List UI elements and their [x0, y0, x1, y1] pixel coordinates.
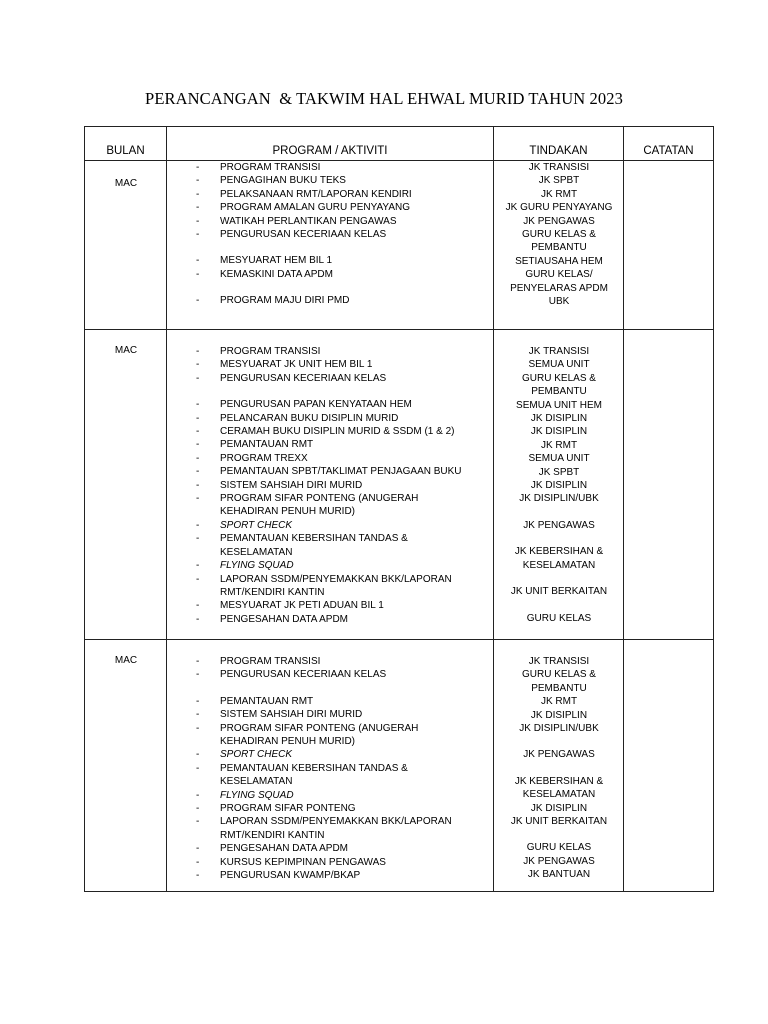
tindakan-item: JK DISIPLIN [530, 426, 588, 438]
header-tindakan: TINDAKAN [529, 145, 588, 157]
header-bulan: BULAN [106, 145, 145, 157]
tindakan-list [493, 655, 625, 882]
program-item [189, 228, 479, 241]
dash-bullet-icon: - [196, 573, 200, 585]
program-item [189, 479, 479, 492]
tindakan-item: JK PENGAWAS [523, 749, 595, 761]
tindakan-item: UBK [548, 296, 570, 308]
program-text: PEMANTAUAN KEBERSIHAN TANDAS & KESELAMATAN [220, 533, 408, 558]
row-divider [85, 639, 713, 640]
dash-bullet-icon: - [196, 215, 200, 227]
program-text: PENGURUSAN PAPAN KENYATAAN HEM [220, 399, 412, 411]
dash-bullet-icon: - [196, 533, 200, 545]
program-text: PENGURUSAN KECERIAAN KELAS [220, 669, 387, 681]
tindakan-item: JK UNIT BERKAITAN [510, 586, 608, 598]
tindakan-item: JK UNIT BERKAITAN [510, 816, 608, 828]
program-item [189, 412, 479, 425]
dash-bullet-icon: - [196, 762, 200, 774]
dash-bullet-icon: - [196, 426, 200, 438]
program-item [189, 722, 479, 749]
program-item [189, 869, 479, 882]
tindakan-item: JK GURU PENYAYANG [505, 202, 613, 214]
tindakan-item: JK DISIPLIN [530, 709, 588, 721]
dash-bullet-icon: - [196, 789, 200, 801]
program-text: PENGESAHAN DATA APDM [220, 613, 348, 625]
tindakan-item: JK SPBT [538, 466, 580, 478]
dash-bullet-icon: - [196, 856, 200, 868]
list-spacer [493, 762, 625, 775]
program-item [189, 519, 479, 532]
program-text: FLYING SQUAD [220, 560, 294, 572]
dash-bullet-icon: - [196, 188, 200, 200]
tindakan-item: PEMBANTU [531, 386, 587, 398]
tindakan-item: SEMUA UNIT [528, 453, 590, 465]
row-month: MAC [114, 178, 138, 189]
program-text: PROGRAM SIFAR PONTENG (ANUGERAH KEHADIRAN PENUH MURID) [220, 493, 419, 518]
dash-bullet-icon: - [196, 229, 200, 241]
tindakan-item: JK DISIPLIN [530, 413, 588, 425]
program-item [189, 465, 479, 478]
tindakan-item: GURU KELAS [526, 842, 592, 854]
list-spacer [189, 281, 479, 294]
program-item [189, 161, 479, 174]
list-spacer [493, 735, 625, 748]
list-spacer [493, 599, 625, 612]
dash-bullet-icon: - [196, 749, 200, 761]
program-item [189, 655, 479, 668]
program-text: PENGAGIHAN BUKU TEKS [220, 175, 346, 187]
tindakan-item: JK KEBERSIHAN & [514, 546, 604, 558]
dash-bullet-icon: - [196, 613, 200, 625]
schedule-table [84, 126, 714, 892]
program-text: PEMANTAUAN KEBERSIHAN TANDAS & KESELAMATAN [220, 762, 408, 788]
program-text: PELANCARAN BUKU DISIPLIN MURID [220, 412, 399, 424]
program-item [189, 573, 479, 600]
program-text: PROGRAM MAJU DIRI PMD [220, 295, 350, 307]
program-text: SISTEM SAHSIAH DIRI MURID [220, 479, 363, 491]
dash-bullet-icon: - [196, 202, 200, 214]
tindakan-item: JK PENGAWAS [523, 215, 595, 227]
dash-bullet-icon: - [196, 255, 200, 267]
program-text: WATIKAH PERLANTIKAN PENGAWAS [220, 215, 397, 227]
tindakan-item: SEMUA UNIT HEM [516, 399, 602, 411]
dash-bullet-icon: - [196, 359, 200, 371]
program-text: MESYUARAT HEM BIL 1 [220, 255, 333, 267]
program-text: PROGRAM TRANSISI [220, 162, 321, 173]
dash-bullet-icon: - [196, 669, 200, 681]
tindakan-item: PEMBANTU [531, 242, 587, 254]
tindakan-list [493, 345, 625, 625]
dash-bullet-icon: - [196, 452, 200, 464]
program-item [189, 425, 479, 438]
program-text: PROGRAM SIFAR PONTENG [220, 803, 356, 815]
tindakan-list [493, 161, 625, 308]
dash-bullet-icon: - [196, 816, 200, 828]
program-item [189, 268, 479, 281]
dash-bullet-icon: - [196, 175, 200, 187]
tindakan-item: PENYELARAS APDM [510, 282, 608, 294]
program-item [189, 695, 479, 708]
program-item [189, 815, 479, 842]
program-text: CERAMAH BUKU DISIPLIN MURID & SSDM (1 & 2) [220, 426, 455, 438]
program-item [189, 856, 479, 869]
tindakan-item: JK TRANSISI [528, 656, 590, 667]
list-spacer [493, 828, 625, 841]
tindakan-item: JK PENGAWAS [523, 519, 595, 531]
column-divider [166, 127, 167, 891]
program-list [189, 161, 479, 308]
program-item [189, 532, 479, 559]
tindakan-item: JK RMT [540, 439, 578, 451]
dash-bullet-icon: - [196, 600, 200, 612]
dash-bullet-icon: - [196, 295, 200, 307]
program-item [189, 174, 479, 187]
tindakan-item: JK DISIPLIN/UBK [519, 723, 599, 735]
dash-bullet-icon: - [196, 372, 200, 384]
program-item [189, 345, 479, 358]
tindakan-item: GURU KELAS [526, 612, 592, 624]
dash-bullet-icon: - [196, 519, 200, 531]
dash-bullet-icon: - [196, 493, 200, 505]
program-item [189, 802, 479, 815]
program-text: KEMASKINI DATA APDM [220, 268, 333, 280]
program-text: PROGRAM TRANSISI [220, 346, 321, 357]
program-item [189, 254, 479, 267]
tindakan-item: KESELAMATAN [522, 559, 596, 571]
program-text: PEMANTAUAN RMT [220, 695, 314, 707]
tindakan-item: GURU KELAS & [522, 229, 596, 241]
program-text: SPORT CHECK [220, 749, 293, 761]
tindakan-item: GURU KELAS & [522, 372, 596, 384]
tindakan-item: JK DISIPLIN [530, 480, 588, 492]
list-spacer [493, 506, 625, 519]
list-spacer [189, 385, 479, 398]
header-catatan: CATATAN [643, 145, 694, 157]
tindakan-item: SEMUA UNIT [528, 359, 590, 371]
program-text: KURSUS KEPIMPINAN PENGAWAS [220, 856, 386, 868]
program-item [189, 748, 479, 761]
program-item [189, 613, 479, 626]
program-item [189, 708, 479, 721]
program-item [189, 398, 479, 411]
tindakan-item: GURU KELAS/ [525, 269, 593, 281]
list-spacer [493, 532, 625, 545]
program-text: MESYUARAT JK UNIT HEM BIL 1 [220, 359, 373, 371]
program-list [189, 345, 479, 626]
tindakan-item: PEMBANTU [531, 682, 587, 694]
tindakan-item: KESELAMATAN [522, 789, 596, 801]
tindakan-item: JK PENGAWAS [523, 855, 595, 867]
program-item [189, 668, 479, 681]
program-text: SPORT CHECK [220, 519, 293, 531]
tindakan-item: JK RMT [540, 188, 578, 200]
dash-bullet-icon: - [196, 399, 200, 411]
program-text: PENGURUSAN KWAMP/BKAP [220, 870, 361, 882]
row-month: MAC [114, 345, 138, 356]
tindakan-item: JK KEBERSIHAN & [514, 775, 604, 787]
dash-bullet-icon: - [196, 695, 200, 707]
tindakan-item: JK SPBT [538, 175, 580, 187]
list-spacer [493, 572, 625, 585]
tindakan-item: GURU KELAS & [522, 669, 596, 681]
dash-bullet-icon: - [196, 656, 200, 667]
tindakan-item: SETIAUSAHA HEM [515, 255, 603, 267]
program-list [189, 655, 479, 883]
program-item [189, 789, 479, 802]
dash-bullet-icon: - [196, 439, 200, 451]
dash-bullet-icon: - [196, 870, 200, 882]
program-item [189, 842, 479, 855]
dash-bullet-icon: - [196, 479, 200, 491]
program-text: FLYING SQUAD [220, 789, 294, 801]
list-spacer [189, 682, 479, 695]
program-text: PELAKSANAAN RMT/LAPORAN KENDIRI [220, 188, 412, 200]
page-title: PERANCANGAN & TAKWIM HAL EHWAL MURID TAHUN 2023 [145, 89, 623, 108]
program-text: PEMANTAUAN SPBT/TAKLIMAT PENJAGAAN BUKU [220, 466, 462, 478]
program-text: PENGURUSAN KECERIAAN KELAS [220, 229, 387, 241]
dash-bullet-icon: - [196, 412, 200, 424]
program-item [189, 215, 479, 228]
program-text: PENGURUSAN KECERIAAN KELAS [220, 372, 387, 384]
program-text: LAPORAN SSDM/PENYEMAKKAN BKK/LAPORAN RMT/KENDIRI KANTIN [220, 816, 452, 841]
row-divider [85, 329, 713, 330]
dash-bullet-icon: - [196, 843, 200, 855]
program-item [189, 438, 479, 451]
program-item [189, 201, 479, 214]
program-text: PROGRAM TREXX [220, 452, 308, 464]
dash-bullet-icon: - [196, 709, 200, 721]
program-item [189, 599, 479, 612]
tindakan-item: JK BANTUAN [527, 869, 591, 881]
program-text: PROGRAM TRANSISI [220, 656, 321, 667]
program-text: PEMANTAUAN RMT [220, 439, 314, 451]
tindakan-item: JK DISIPLIN/UBK [519, 493, 599, 505]
program-text: SISTEM SAHSIAH DIRI MURID [220, 709, 363, 721]
program-item [189, 559, 479, 572]
dash-bullet-icon: - [196, 346, 200, 357]
program-text: PENGESAHAN DATA APDM [220, 843, 348, 855]
program-item [189, 372, 479, 385]
dash-bullet-icon: - [196, 560, 200, 572]
dash-bullet-icon: - [196, 162, 200, 173]
program-item [189, 294, 479, 307]
program-text: PROGRAM SIFAR PONTENG (ANUGERAH KEHADIRAN PENUH MURID) [220, 722, 419, 748]
tindakan-item: JK TRANSISI [528, 162, 590, 173]
program-item [189, 452, 479, 465]
tindakan-item: JK DISIPLIN [530, 802, 588, 814]
program-item [189, 492, 479, 519]
tindakan-item: JK TRANSISI [528, 346, 590, 357]
dash-bullet-icon: - [196, 466, 200, 478]
program-text: LAPORAN SSDM/PENYEMAKKAN BKK/LAPORAN RMT/KENDIRI KANTIN [220, 573, 452, 598]
dash-bullet-icon: - [196, 268, 200, 280]
program-item [189, 188, 479, 201]
program-item [189, 762, 479, 789]
tindakan-item: JK RMT [540, 696, 578, 708]
program-item [189, 358, 479, 371]
row-month: MAC [114, 655, 138, 666]
program-text: MESYUARAT JK PETI ADUAN BIL 1 [220, 600, 384, 612]
list-spacer [189, 241, 479, 254]
program-text: PROGRAM AMALAN GURU PENYAYANG [220, 202, 411, 214]
dash-bullet-icon: - [196, 722, 200, 734]
dash-bullet-icon: - [196, 803, 200, 815]
header-program: PROGRAM / AKTIVITI [272, 145, 388, 157]
